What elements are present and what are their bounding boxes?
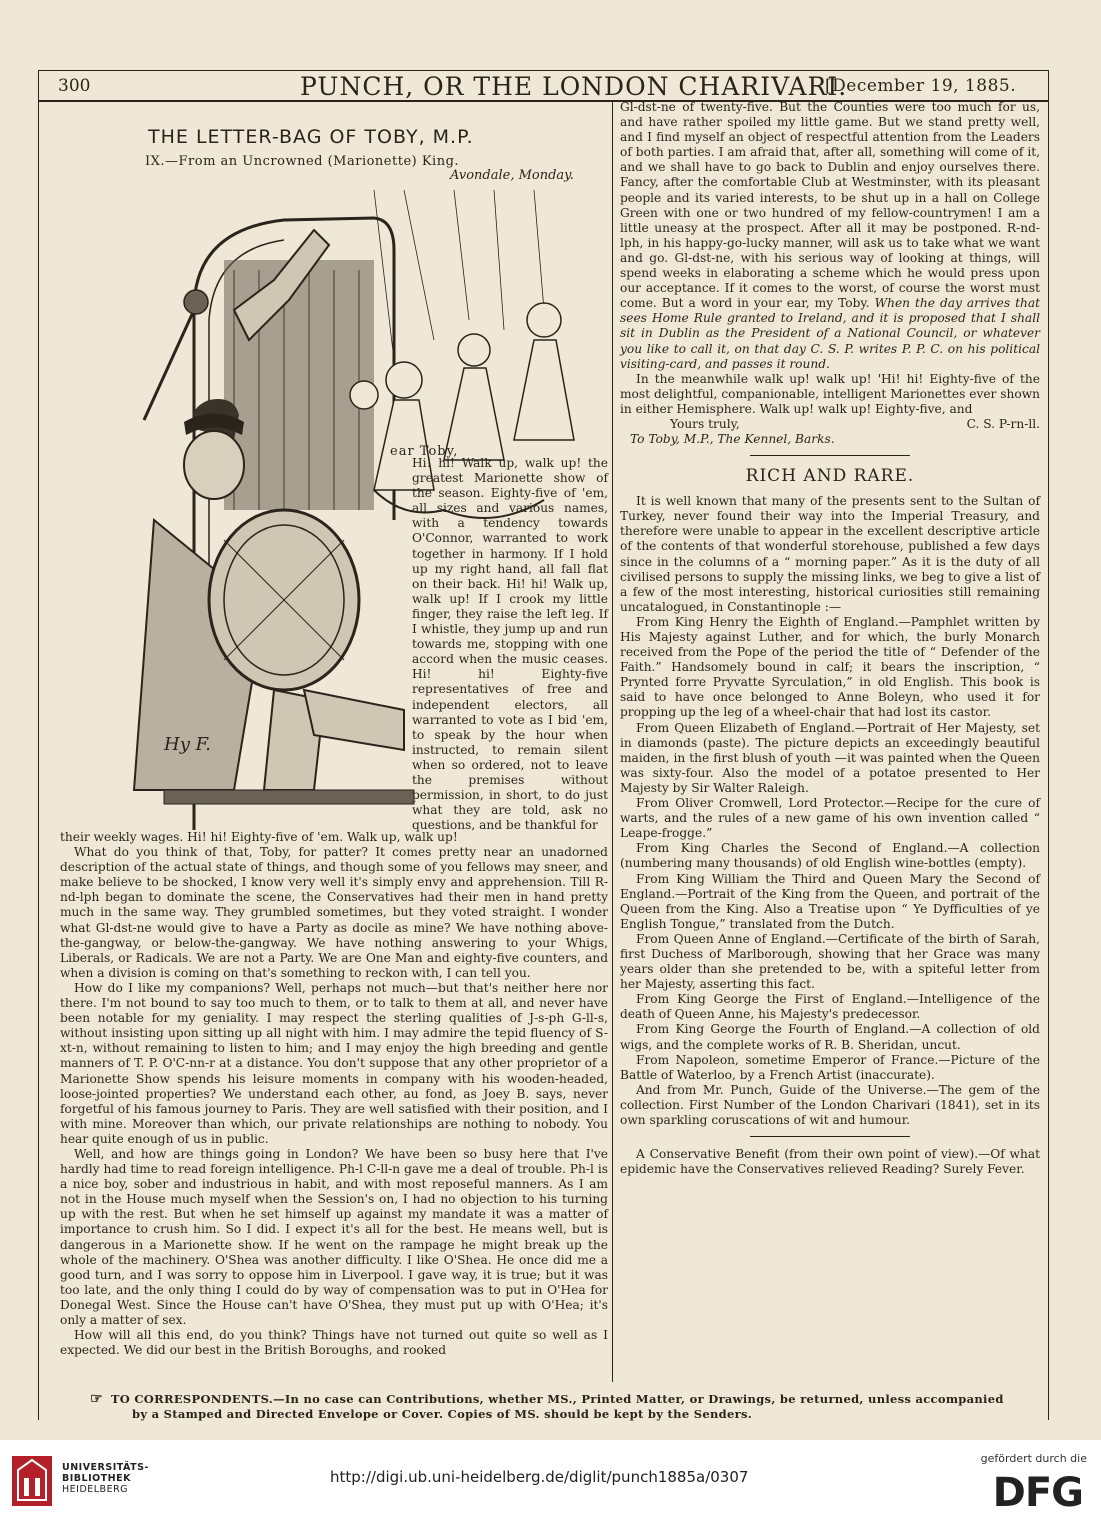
source-url-link[interactable]: http://digi.ub.uni-heidelberg.de/diglit/punch1885a/0307	[330, 1468, 749, 1486]
article-placeline: Avondale, Monday.	[450, 168, 574, 183]
correspondents-line-1: TO CORRESPONDENTS.—In no case can Contributions, whether MS., Printed Matter, or Drawings, be returned, unless accompanied	[110, 1392, 1004, 1406]
digitization-footer	[0, 1440, 1101, 1525]
letter-paragraph-3: Well, and how are things going in London? We have been so busy here that I've hardly had time to read foreign intelligence. Ph-l C-ll-n gave me a deal of trouble. Ph-l is a nice boy, sober and industrious in habit, and with most reposeful manners. As I am not in the House much myself when the Session's on, I had no objection to his turning up with the rest. But when he set himself up against my mandate it was a matter of importance to crush him. So I did. I expect it's all for the best. He means well, but is dangerous in a Marionette show. If he went on the rampage he might break up the whole of the machinery. O'Shea was another difficulty. I like O'Shea. He once did me a good turn, and I was sorry to oppose him in Liverpool. I gave way, it is true; but it was too late, and the only thing I could do by way of compensation was to put in O'Hea for Donegal West. Since the House can't have O'Shea, they must put up with O'Hea; it's only a matter of sex.	[60, 1146, 608, 1327]
letter-paragraph-2: How do I like my companions? Well, perhaps not much—but that's neither here nor there. I'm not bound to say too much to them, or to talk to them at all, and never have been notable for my geniality. I may respect the sterling qualities of J-s-ph G-ll-s, without insisting upon sitting up all night with him. I may admire the tepid fluency of S-xt-n, without remaining to listen to him; and I may enjoy the high breeding and gentle manners of T. P. O'C-nn-r at a distance. You don't suppose that any other proprietor of a Marionette Show spends his leisure moments in company with his wooden-headed, loose-jointed properties? We understand each other, au fond, as Joey B. says, never forgetful of his famous journey to Paris. They are well satisfied with their position, and I with mine. Moreover than which, our private relationships are nothing to nobody. You hear quite enough of us in public.	[60, 980, 608, 1146]
masthead-title: PUNCH, OR THE LONDON CHARIVARI.	[300, 72, 848, 101]
header-rule	[38, 70, 1048, 71]
dfg-logo: DFG	[992, 1470, 1083, 1516]
left-column	[60, 108, 608, 1388]
section-divider	[750, 455, 910, 456]
conservative-benefit: A Conservative Benefit (from their own point of view).—Of what epidemic have the Conservatives relieved Reading? Surely Fever.	[620, 1147, 1040, 1177]
library-name	[62, 1462, 149, 1495]
library-name-line-1: UNIVERSITÄTS-	[62, 1462, 149, 1473]
rich-rare-paragraph-3: From Queen Elizabeth of England.—Portrait of Her Majesty, set in diamonds (paste). The picture depicts an exceedingly beautiful maiden, in the first blush of youth —it was painted when the Queen was sixty-four. Also the model of a potatoe presented to Her Majesty by Sir Walter Raleigh.	[620, 720, 1040, 795]
wrapped-paragraph: Hi! hi! Walk up, walk up! the greatest Marionette show of the season. Eighty-five of 'em, all sizes and various names, with a tendency towards O'Connor, warranted to work together in harmony. If I hold up my right hand, all fall flat on their back. Hi! hi! Walk up, walk up! If I crook my little finger, they raise the left leg. If I whistle, they jump up and run towards me, stopping with one accord when the music ceases. Hi! hi! Eighty-five representatives of free and independent electors, all warranted to vote as I bid 'em, to speak by the hour when instructed, to remain silent when so ordered, not to leave the premises without permission, in short, to do just what they are told, ask no questions, and be thankful for	[412, 456, 608, 833]
valediction: Yours truly,	[670, 416, 740, 431]
continuation-line: their weekly wages. Hi! hi! Eighty-five of 'em. Walk up, walk up!	[60, 830, 458, 844]
rich-rare-paragraph-11: And from Mr. Punch, Guide of the Universe.—The gem of the collection. First Number of the London Charivari (1841), set in its own sparkling coruscations of wit and humour.	[620, 1082, 1040, 1127]
rich-rare-paragraph-1: It is well known that many of the presents sent to the Sultan of Turkey, never found their way into the Imperial Treasury, and therefore were unable to appear in the excellent descriptive article of the contents of that wonderful storehouse, published a few days since in the columns of a “ morning paper.” As it is the duty of all civilised persons to supply the missing links, we beg to give a list of a few of the most interesting, historical curiosities still remaining uncatalogued, in Constantinople :—	[620, 494, 1040, 614]
page-number: 300	[58, 76, 91, 96]
article-title: THE LETTER-BAG OF TOBY, M.P.	[148, 126, 474, 148]
rich-rare-paragraph-6: From King William the Third and Queen Mary the Second of England.—Portrait of the King from the Queen, and portrait of the Queen from the King. Also a Treatise upon “ Ye Dyfficulties of ye English Tongue,” translated from the Dutch.	[620, 871, 1040, 931]
column-rule	[612, 102, 613, 1382]
address-line: To Toby, M.P., The Kennel, Barks.	[630, 432, 835, 447]
pointing-hand-icon: ☞	[90, 1391, 103, 1407]
rich-rare-paragraph-5: From King Charles the Second of England.—A collection (numbering many thousands) of old English wine-bottles (empty).	[620, 841, 1040, 871]
article-subtitle: IX.—From an Uncrowned (Marionette) King.	[145, 154, 460, 169]
signature-line	[620, 417, 1040, 432]
letter-continued	[620, 100, 1040, 372]
rich-rare-paragraph-7: From Queen Anne of England.—Certificate of the birth of Sarah, first Duchess of Marlborough, showing that her Grace was many years older than she pretended to be, with a spiteful letter from her Majesty, asserting this fact.	[620, 931, 1040, 992]
issue-date: [December 19, 1885.	[825, 76, 1017, 96]
letter-paragraph-4: How will all this end, do you think? Things have not turned out quite so well as I expected. We did our best in the British Boroughs, and rooked	[60, 1328, 608, 1358]
funding-note: gefördert durch die	[980, 1452, 1087, 1465]
wrapped-text-block	[412, 456, 608, 833]
closing-paragraph: In the meanwhile walk up! walk up! 'Hi! hi! Eighty-five of the most delightful, companionable, intelligent Marionettes ever shown in either Hemisphere. Walk up! walk up! Eighty-five, and	[620, 371, 1040, 416]
italic-passage: When the day arrives that sees Home Rule granted to Ireland, and it is proposed that I shall sit in Dublin as the President of a National Council, or whatever you like to call it, on that day C. S. P. writes P. P. C. on his political visiting-card, and passes it round.	[620, 296, 1040, 371]
correspondents-line-2: by a Stamped and Directed Envelope or Cover. Copies of MS. should be kept by the Senders.	[132, 1407, 753, 1421]
letter-continued-text: Gl-dst-ne of twenty-five. But the Counties were too much for us, and have rather spoiled my little game. But we stand pretty well, and I find myself an object of respectful attention from the Leaders of both parties. I am afraid that, after all, something will come of it, and we shall have to go back to Dublin and enjoy ourselves there. Fancy, after the comfortable Club at Westminster, with its pleasant people and its varied interests, to be shut up in a hall on College Green with one or two hundred of my fellow-countrymen! I am a little uneasy at the prospect. After all it may be postponed. R-nd-lph, in his happy-go-lucky manner, will ask us to take what we want and go. Gl-dst-ne, with his serious way of looking at things, will spend weeks in elaborating a scheme which he would press upon our acceptance. If it comes to the worst, of course the worst must come. But a word in your ear, my Toby.	[620, 100, 1040, 311]
salutation: ear Toby,	[390, 444, 459, 459]
illustrator-signature: Hy F.	[164, 734, 211, 755]
letter-body	[60, 830, 608, 1358]
rich-rare-paragraph-9: From King George the Fourth of England.—A collection of old wigs, and the complete works of R. B. Sheridan, uncut.	[620, 1022, 1040, 1052]
left-border	[38, 70, 39, 1420]
rich-rare-paragraph-2: From King Henry the Eighth of England.—Pamphlet written by His Majesty against Luther, and for which, the burly Monarch received from the Pope of the period the title of “ Defender of the Faith.” Handsomely bound in calf; it bears the inscription, “ Prynted forre Pryvatte Syrculation,” in old English. This book is said to have once belonged to Anne Boleyn, who used it for propping up the leg of a wheel-chair that had lost its castor.	[620, 614, 1040, 720]
section-divider-2	[750, 1136, 910, 1137]
rich-rare-paragraph-4: From Oliver Cromwell, Lord Protector.—Recipe for the cure of warts, and the rules of a new game of his own invention called “ Leape-frogge.”	[620, 796, 1040, 841]
right-border	[1048, 70, 1049, 1420]
signature: C. S. P-rn-ll.	[966, 416, 1040, 431]
correspondents-notice	[90, 1392, 1020, 1422]
rich-rare-paragraph-8: From King George the First of England.—Intelligence of the death of Queen Anne, his Majesty's predecessor.	[620, 992, 1040, 1022]
university-library-logo-icon	[12, 1456, 52, 1506]
rich-rare-paragraph-10: From Napoleon, sometime Emperor of France.—Picture of the Battle of Waterloo, by a French Artist (inaccurate).	[620, 1052, 1040, 1082]
library-name-line-3: HEIDELBERG	[62, 1484, 129, 1495]
letter-paragraph-1: What do you think of that, Toby, for patter? It comes pretty near an unadorned description of the actual state of things, and though some of you fellows may sneer, and make believe to be shocked, I know very well it's simply envy and apprehension. Till R-nd-lph began to dominate the scene, the Conservatives had their men in hand pretty much in the same way. They grumbled sometimes, but they voted straight. I wonder what Gl-dst-ne would give to have a Party as docile as mine? We have nothing above-the-gangway, or below-the-gangway. We have nothing answering to your Whigs, Liberals, or Radicals. We are not a Party. We are One Man and eighty-five counters, and when a division is coming on that's something to reckon with, I can tell you.	[60, 845, 608, 980]
rich-and-rare-heading: RICH AND RARE.	[745, 466, 915, 487]
library-name-line-2: BIBLIOTHEK	[62, 1473, 131, 1484]
right-column	[620, 100, 1040, 1390]
